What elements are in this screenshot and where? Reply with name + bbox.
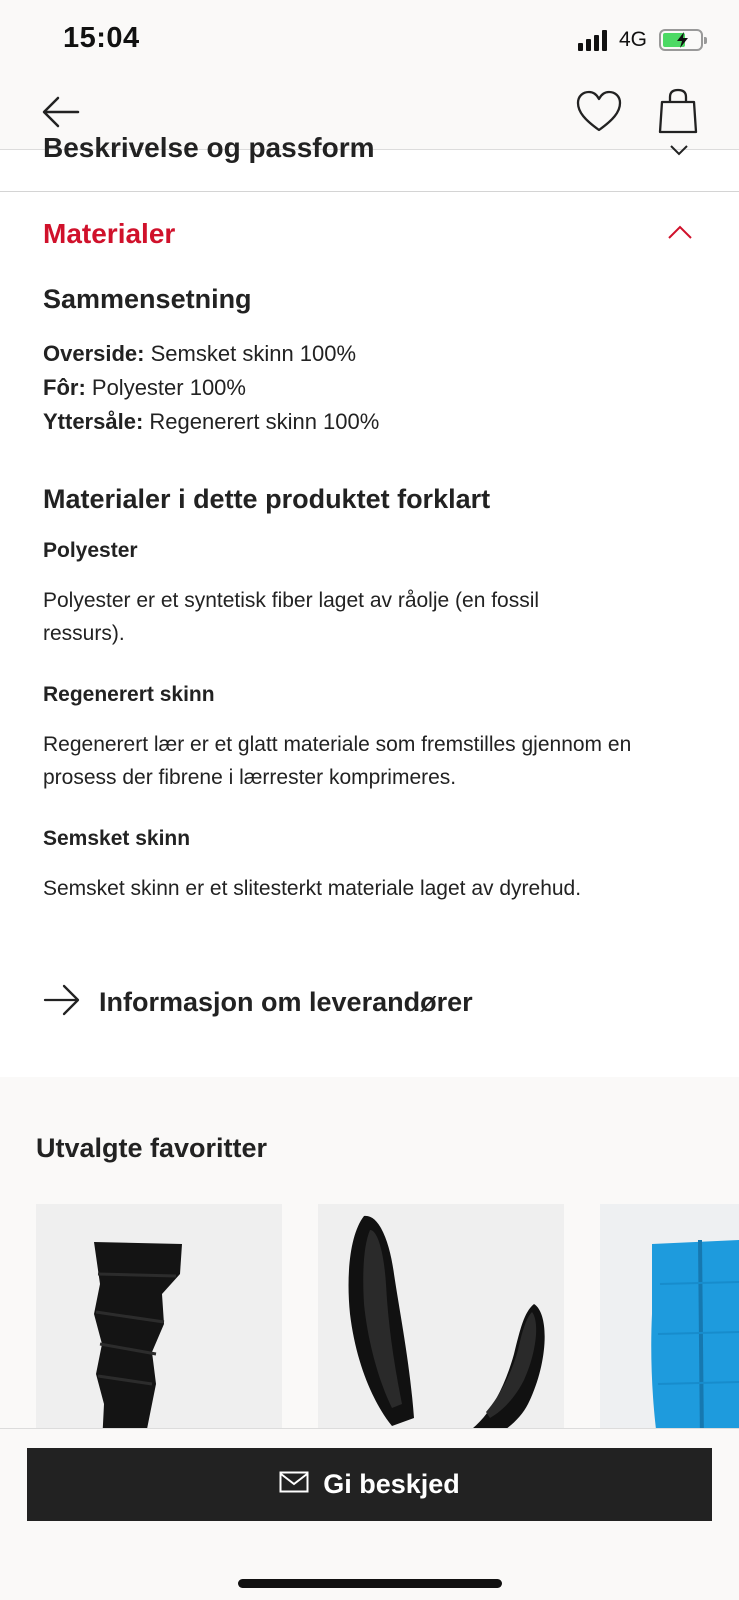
arrow-right-icon [43,982,81,1023]
status-bar [0,0,739,82]
heart-icon[interactable] [575,88,623,136]
chevron-down-icon [669,144,689,163]
composition-row: Fôr: Polyester 100% [43,375,246,400]
envelope-icon [279,1471,309,1498]
material-name-regenerated-leather: Regenerert skinn [43,683,215,706]
favorites-title: Utvalgte favoritter [36,1133,268,1163]
status-time: 15:04 [63,22,140,54]
notify-me-label: Gi beskjed [323,1469,460,1499]
material-name-polyester: Polyester [43,539,138,562]
home-indicator[interactable] [238,1579,502,1588]
material-desc-polyester: Polyester er et syntetisk fiber laget av råolje (en fossil ressurs). [43,589,540,645]
composition-heading: Sammensetning [43,284,252,314]
signal-icon [578,29,607,51]
favorites-section [0,1077,739,1430]
accordion-description[interactable] [0,132,739,192]
shopping-bag-icon[interactable] [656,88,700,136]
product-card[interactable] [318,1204,564,1444]
chevron-up-icon [667,224,693,245]
supplier-info-label: Informasjon om leverandører [99,987,473,1017]
materials-explained-heading: Materialer i dette produktet forklart [43,484,491,514]
notify-me-button[interactable] [27,1448,712,1521]
boot-image [36,1204,282,1444]
material-desc-suede: Semsket skinn er et slitesterkt materiale laget av dyrehud. [43,877,582,900]
product-card[interactable] [36,1204,282,1444]
arrow-left-icon[interactable] [40,90,84,134]
product-card[interactable] [600,1204,739,1444]
blue-boot-image [600,1204,739,1444]
bottom-action-bar [0,1428,739,1600]
composition-row: Overside: Semsket skinn 100% [43,341,357,366]
accordion-description-label: Beskrivelse og passform [43,132,375,163]
composition-list [43,337,379,439]
pumps-image [318,1204,564,1444]
materials-title: Materialer [43,218,176,249]
composition-row: Yttersåle: Regenerert skinn 100% [43,409,380,434]
status-indicators [578,28,703,52]
material-name-suede: Semsket skinn [43,827,191,850]
material-desc-regenerated-leather: Regenerert lær er et glatt materiale som fremstilles gjennom en prosess der fibrene i lærrester komprimeres. [43,733,632,789]
battery-icon [659,29,703,51]
supplier-info-link[interactable] [43,982,473,1023]
network-type: 4G [618,28,647,51]
accordion-materials[interactable] [0,192,739,272]
